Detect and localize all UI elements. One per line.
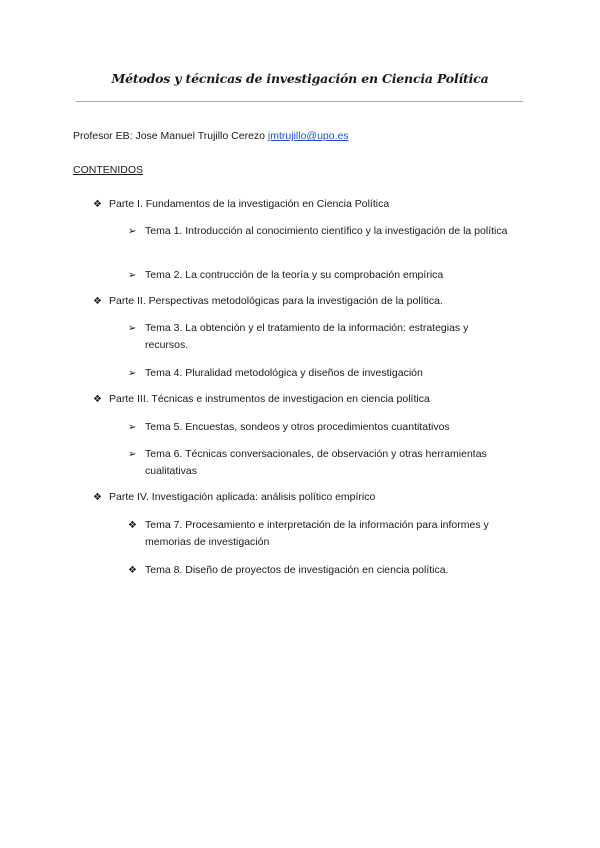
title-divider bbox=[76, 101, 523, 102]
arrow-bullet-icon: ➢ bbox=[128, 270, 137, 281]
tema-item bbox=[128, 419, 508, 436]
diamond-bullet-icon: ❖ bbox=[128, 565, 137, 576]
part-label: Parte I. Fundamentos de la investigación en Ciencia Política bbox=[109, 198, 390, 210]
tema-label: Tema 4. Pluralidad metodológica y diseños de investigación bbox=[145, 367, 423, 379]
diamond-bullet-icon: ❖ bbox=[93, 394, 102, 405]
professor-line bbox=[73, 130, 349, 142]
diamond-bullet-icon: ❖ bbox=[93, 199, 102, 210]
tema-item bbox=[128, 267, 508, 284]
professor-email-link[interactable]: jmtrujillo@upo.es bbox=[267, 130, 349, 142]
tema-label: Tema 3. La obtención y el tratamiento de la información: estrategias y recursos. bbox=[145, 322, 469, 351]
part-label: Parte III. Técnicas e instrumentos de investigacion en ciencia política bbox=[109, 393, 430, 405]
tema-label: Tema 7. Procesamiento e interpretación de la información para informes y memorias de investigación bbox=[145, 519, 489, 548]
tema-item bbox=[128, 517, 508, 551]
arrow-bullet-icon: ➢ bbox=[128, 368, 137, 379]
arrow-bullet-icon: ➢ bbox=[128, 422, 137, 433]
arrow-bullet-icon: ➢ bbox=[128, 449, 137, 460]
part-label: Parte IV. Investigación aplicada: análisis político empírico bbox=[109, 491, 376, 503]
contents-heading: CONTENIDOS bbox=[73, 164, 144, 176]
part-item bbox=[93, 293, 513, 310]
diamond-bullet-icon: ❖ bbox=[128, 520, 137, 531]
tema-item bbox=[128, 562, 508, 579]
diamond-bullet-icon: ❖ bbox=[93, 296, 102, 307]
document-title: Métodos y técnicas de investigación en Ciencia Política bbox=[111, 71, 489, 86]
part-item bbox=[93, 391, 513, 408]
tema-label: Tema 2. La contrucción de la teoría y su comprobación empírica bbox=[145, 269, 444, 281]
tema-item bbox=[128, 320, 508, 354]
part-item bbox=[93, 196, 513, 213]
diamond-bullet-icon: ❖ bbox=[93, 492, 102, 503]
arrow-bullet-icon: ➢ bbox=[128, 323, 137, 334]
tema-label: Tema 8. Diseño de proyectos de investigación en ciencia política. bbox=[145, 564, 449, 576]
part-label: Parte II. Perspectivas metodológicas para la investigación de la política. bbox=[109, 295, 443, 307]
tema-item bbox=[128, 223, 508, 240]
tema-label: Tema 5. Encuestas, sondeos y otros procedimientos cuantitativos bbox=[145, 421, 450, 433]
arrow-bullet-icon: ➢ bbox=[128, 226, 137, 237]
tema-label: Tema 6. Técnicas conversacionales, de observación y otras herramientas cualitativas bbox=[145, 448, 487, 477]
part-item bbox=[93, 489, 513, 506]
tema-label: Tema 1. Introducción al conocimiento científico y la investigación de la política bbox=[145, 225, 508, 237]
tema-item bbox=[128, 365, 508, 382]
tema-item bbox=[128, 446, 508, 480]
professor-label: Profesor EB: Jose Manuel Trujillo Cerezo bbox=[73, 130, 268, 142]
